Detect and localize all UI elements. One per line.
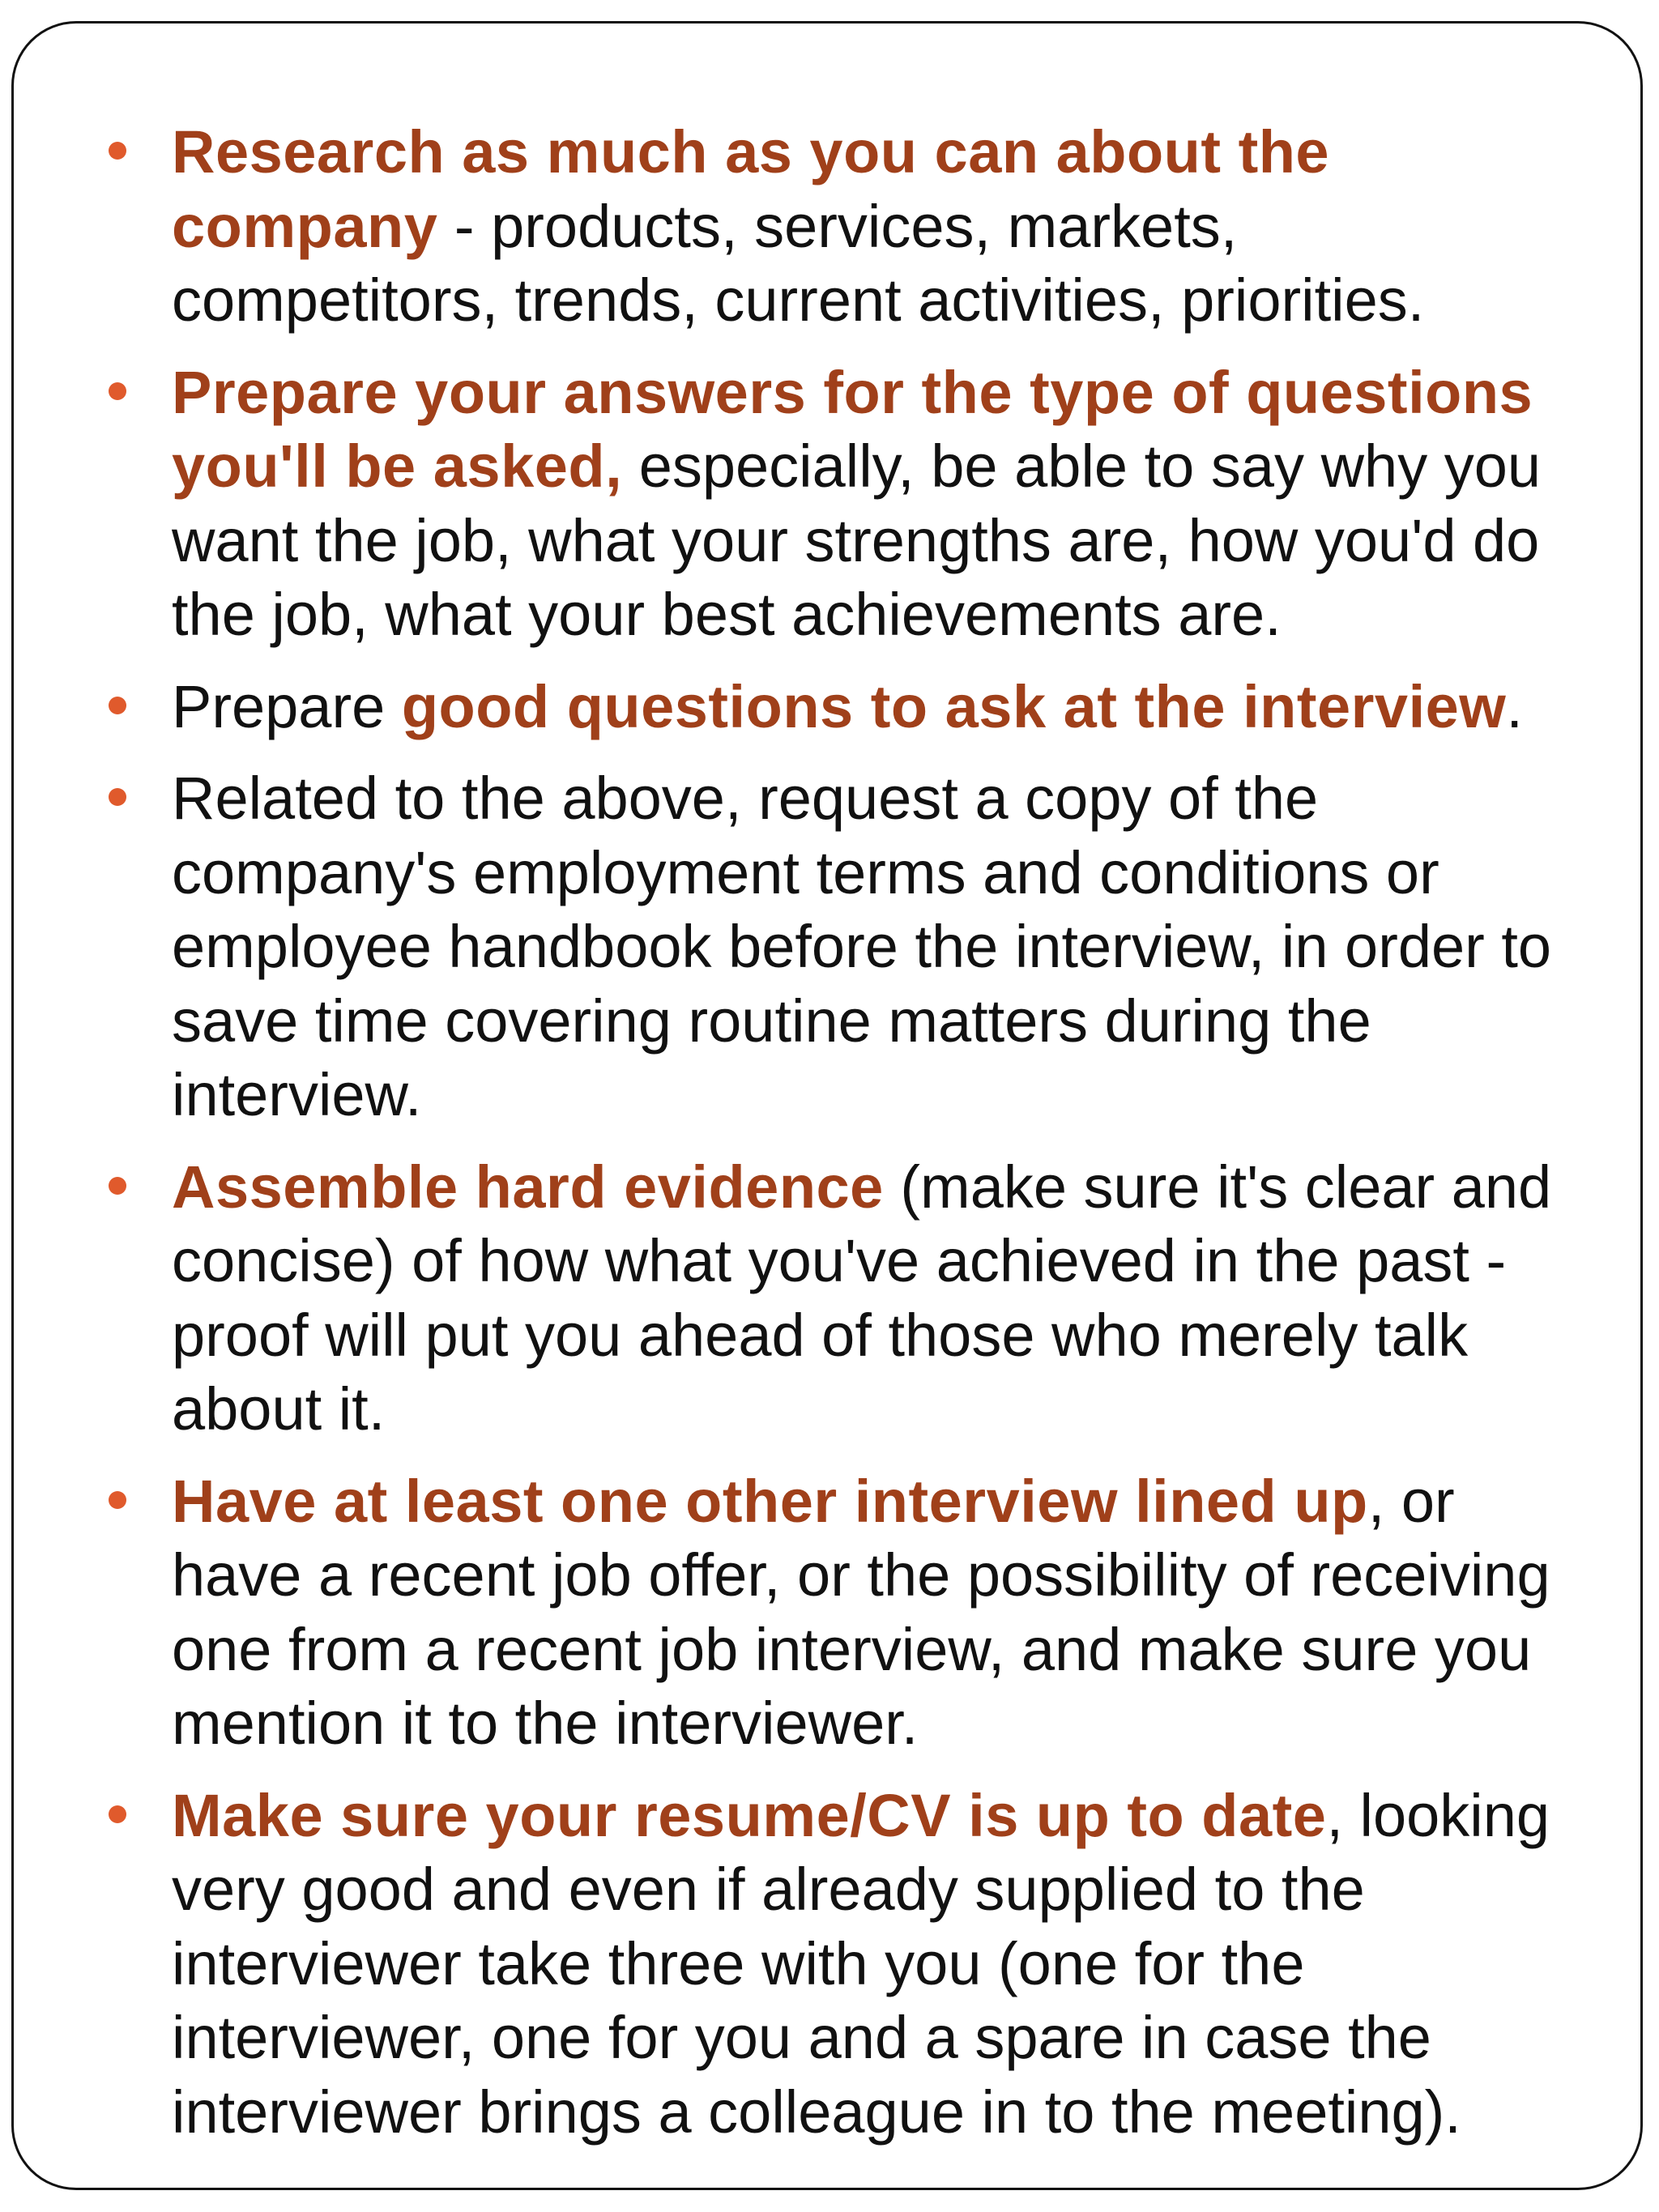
bullet-highlight: good questions to ask at the interview: [401, 672, 1507, 740]
bullet-item-hard-evidence: [172, 1150, 1565, 1447]
bullet-dot-icon: [109, 788, 126, 806]
bullet-item-other-interview: [172, 1464, 1565, 1761]
bullet-dot-icon: [109, 382, 126, 400]
bullet-highlight: Assemble hard evidence: [172, 1153, 884, 1221]
bullet-text: [172, 1779, 1565, 2150]
bullet-dot-icon: [109, 697, 126, 714]
bullet-item-good-questions: [172, 670, 1565, 744]
bullet-body: especially, be able to say why you want the job, what your strengths are, how you'd do the job, what your best achievements are.: [172, 433, 1542, 648]
bullet-dot-icon: [109, 1177, 126, 1195]
bullet-dot-icon: [109, 1491, 126, 1509]
bullet-item-employment-terms: [172, 761, 1565, 1132]
bullet-body: (make sure it's clear and concise) of how what you've achieved in the past - proof will put you ahead of those who merely talk about it.: [172, 1153, 1552, 1443]
bullet-item-research: [172, 115, 1565, 338]
bullet-dot-icon: [109, 142, 126, 160]
bullet-highlight: Have at least one other interview lined up: [172, 1467, 1368, 1535]
bullet-highlight: Prepare your answers for the type of questions you'll be asked,: [172, 358, 1533, 500]
bullet-item-resume: [172, 1779, 1565, 2150]
bullet-body: - products, services, markets, competitors, trends, current activities, priorities.: [172, 192, 1425, 334]
bullet-body: Related to the above, request a copy of the company's employment terms and conditions or employee handbook before the interview, in order to save time covering routine matters during the interview.: [172, 765, 1552, 1128]
bullet-item-prepare-answers: [172, 356, 1565, 652]
bullet-highlight: Research as much as you can about the company: [172, 118, 1330, 260]
bullet-list: [172, 115, 1565, 2167]
bullet-dot-icon: [109, 1805, 126, 1823]
bullet-text: [172, 673, 1523, 740]
bullet-text: [172, 765, 1551, 1128]
bullet-body: .: [1506, 672, 1523, 740]
bullet-text: [172, 359, 1541, 649]
bullet-lead: Prepare: [172, 672, 402, 740]
bullet-text: [172, 1468, 1550, 1758]
bullet-text: [172, 118, 1424, 334]
bullet-body: , or have a recent job offer, or the possibility of receiving one from a recent job interview, and make sure you mention it to the interviewer.: [172, 1467, 1550, 1757]
bullet-text: [172, 1153, 1551, 1443]
bullet-highlight: Make sure your resume/CV is up to date: [172, 1781, 1327, 1849]
bullet-body: , looking very good and even if already supplied to the interviewer take three with you (one for the interviewer, one for you and a spare in case the interviewer brings a colleague in to the meeting).: [172, 1781, 1550, 2146]
